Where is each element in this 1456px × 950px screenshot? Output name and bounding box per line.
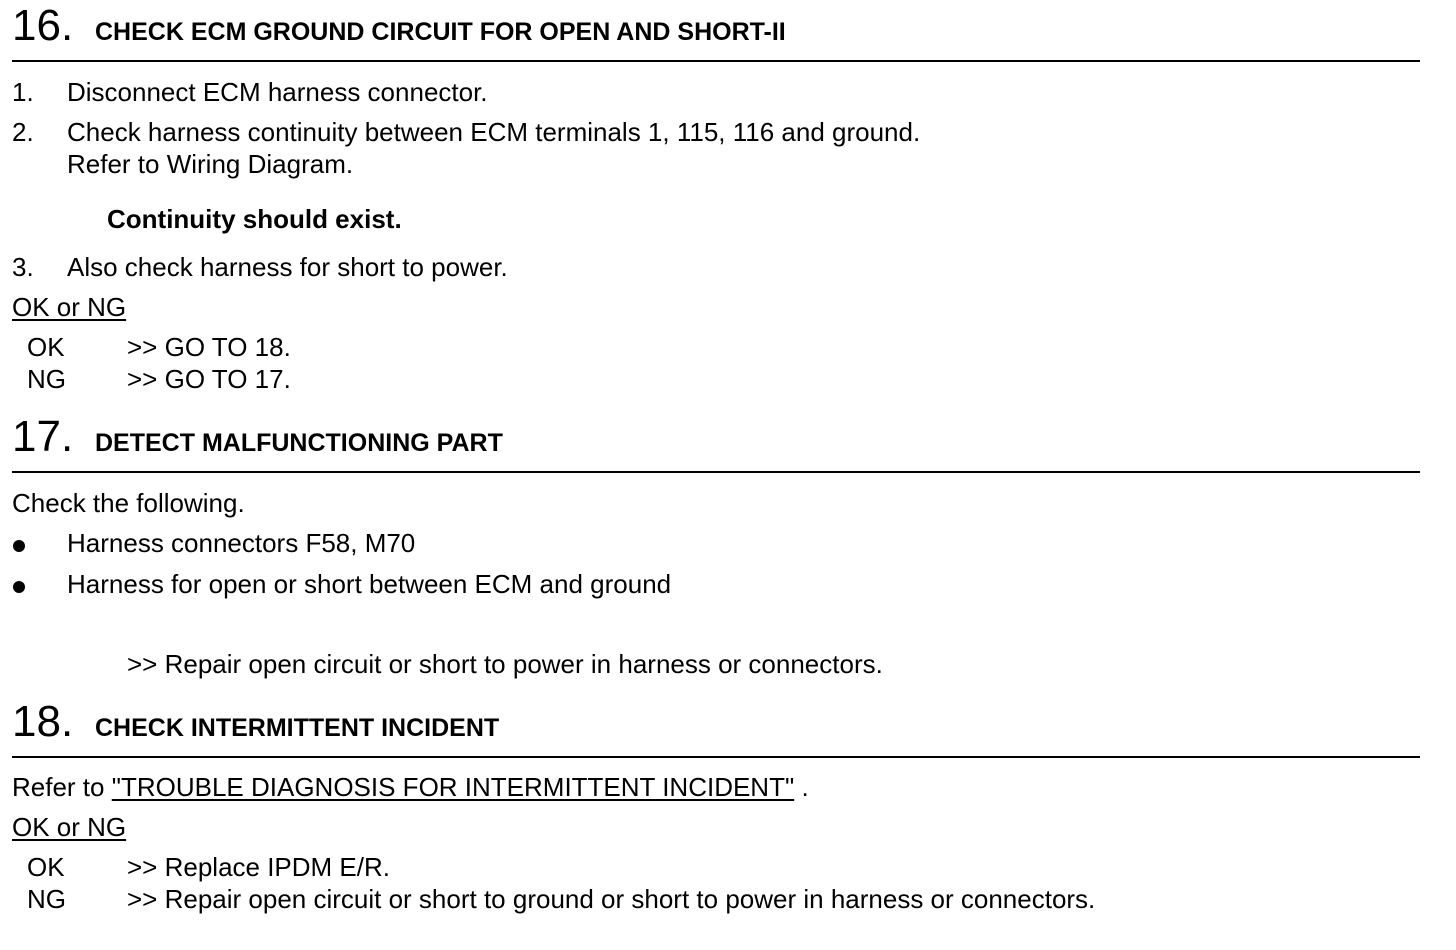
step-title: CHECK INTERMITTENT INCIDENT (95, 714, 500, 742)
check-intro: Check the following. (12, 488, 245, 518)
bullet-icon (13, 540, 25, 552)
step-16-header (12, 0, 1420, 62)
repair-action: >> Repair open circuit or short to power in harness or connectors. (127, 649, 883, 679)
refer-suffix: . (801, 772, 809, 802)
item-text-continued: Refer to Wiring Diagram. (67, 149, 354, 179)
bullet-icon (13, 581, 25, 593)
continuity-note: Continuity should exist. (107, 204, 402, 234)
result-ok-label: OK (27, 332, 65, 362)
step-number: 18. (12, 697, 74, 746)
step-number: 17. (12, 412, 74, 461)
bullet-text: Harness connectors F58, M70 (67, 528, 416, 558)
result-ng-label: NG (27, 884, 66, 914)
result-ok-action: >> Replace IPDM E/R. (127, 852, 390, 882)
result-ng-label: NG (27, 364, 66, 394)
result-ng-action: >> GO TO 17. (127, 364, 291, 394)
refer-line (12, 772, 809, 802)
bullet-text: Harness for open or short between ECM and ground (67, 569, 672, 599)
result-ok-label: OK (27, 852, 65, 882)
intermittent-incident-link[interactable]: "TROUBLE DIAGNOSIS FOR INTERMITTENT INCIDENT" (111, 772, 795, 802)
step-17-header (12, 411, 1420, 473)
ok-or-ng-label: OK or NG (12, 292, 127, 322)
ok-or-ng-label: OK or NG (12, 812, 127, 842)
step-18-header (12, 696, 1420, 758)
item-text: Also check harness for short to power. (67, 252, 508, 282)
result-ok-action: >> GO TO 18. (127, 332, 291, 362)
refer-prefix: Refer to (12, 772, 105, 802)
item-number: 2. (12, 117, 34, 147)
item-text: Disconnect ECM harness connector. (67, 77, 488, 107)
item-text: Check harness continuity between ECM terminals 1, 115, 116 and ground. (67, 117, 921, 147)
item-number: 1. (12, 77, 34, 107)
item-number: 3. (12, 252, 34, 282)
result-ng-action: >> Repair open circuit or short to ground or short to power in harness or connectors. (127, 884, 1096, 914)
step-title: CHECK ECM GROUND CIRCUIT FOR OPEN AND SHORT-II (95, 18, 786, 46)
step-number: 16. (12, 1, 74, 50)
step-title: DETECT MALFUNCTIONING PART (95, 429, 503, 457)
